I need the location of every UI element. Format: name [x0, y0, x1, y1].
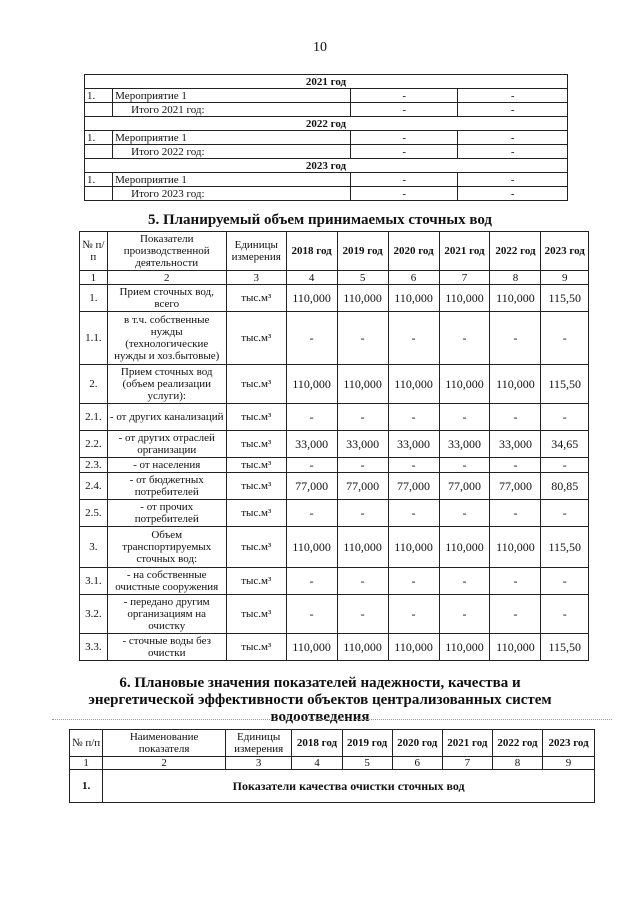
- column-header: 2018 год: [286, 232, 337, 271]
- value-cell: 110,000: [490, 365, 541, 404]
- value-cell: -: [439, 312, 490, 365]
- row-number: 2.4.: [80, 473, 108, 500]
- column-number: 6: [392, 757, 442, 770]
- event-row: [85, 89, 568, 103]
- row-number: 1.: [70, 770, 103, 803]
- column-header: 2019 год: [337, 232, 388, 271]
- column-header: 2022 год: [490, 232, 541, 271]
- total-label: Итого 2023 год:: [113, 187, 351, 201]
- column-header: 2020 год: [392, 730, 442, 757]
- table-row: [80, 312, 589, 365]
- table-row: [80, 404, 589, 431]
- dotted-separator: [52, 719, 612, 720]
- unit: тыс.м³: [226, 568, 286, 595]
- column-header: № п/п: [70, 730, 103, 757]
- value-cell: -: [337, 404, 388, 431]
- value-cell: -: [337, 500, 388, 527]
- event-value: -: [350, 89, 458, 103]
- column-number: 1: [70, 757, 103, 770]
- value-cell: -: [286, 595, 337, 634]
- row-number: 2.1.: [80, 404, 108, 431]
- year-header-row: [85, 117, 568, 131]
- value-cell: 110,000: [388, 285, 439, 312]
- unit: тыс.м³: [226, 500, 286, 527]
- column-header: Единицы измерения: [225, 730, 291, 757]
- value-cell: 33,000: [439, 431, 490, 458]
- value-cell: -: [388, 404, 439, 431]
- table-row: [80, 500, 589, 527]
- year-label: 2023 год: [85, 159, 568, 173]
- unit: тыс.м³: [226, 458, 286, 473]
- total-value: -: [458, 103, 568, 117]
- indicator-name: Прием сточных вод, всего: [107, 285, 226, 312]
- table-row: [80, 458, 589, 473]
- value-cell: -: [337, 595, 388, 634]
- row-number: 1.: [80, 285, 108, 312]
- column-number: 4: [292, 757, 342, 770]
- value-cell: -: [286, 404, 337, 431]
- table-row: [80, 473, 589, 500]
- column-number: 8: [492, 757, 542, 770]
- value-cell: -: [490, 404, 541, 431]
- indicator-name: в т.ч. собственные нужды (технологические нужды и хоз.бытовые): [107, 312, 226, 365]
- column-header: 2023 год: [541, 232, 589, 271]
- year-header-row: [85, 159, 568, 173]
- value-cell: -: [541, 458, 589, 473]
- row-number: 3.1.: [80, 568, 108, 595]
- indicator-name: - передано другим организациям на очистку: [107, 595, 226, 634]
- page-number: 10: [313, 40, 327, 55]
- indicator-name: Объем транспортируемых сточных вод:: [107, 527, 226, 568]
- column-number: 3: [226, 271, 286, 285]
- column-header: 2021 год: [439, 232, 490, 271]
- row-number: 2.3.: [80, 458, 108, 473]
- year-header-row: [85, 75, 568, 89]
- value-cell: -: [388, 458, 439, 473]
- value-cell: 115,50: [541, 634, 589, 661]
- value-cell: -: [490, 568, 541, 595]
- value-cell: 110,000: [490, 285, 541, 312]
- column-number: 6: [388, 271, 439, 285]
- row-number: 1.1.: [80, 312, 108, 365]
- indicator-name: Прием сточных вод (объем реализации услуги):: [107, 365, 226, 404]
- value-cell: 110,000: [388, 634, 439, 661]
- section6-title-line1: 6. Плановые значения показателей надежности, качества и: [119, 675, 521, 691]
- value-cell: -: [337, 312, 388, 365]
- wastewater-volume-table: [79, 231, 589, 661]
- value-cell: -: [490, 312, 541, 365]
- event-value: -: [458, 89, 568, 103]
- table-row: [80, 431, 589, 458]
- value-cell: 77,000: [439, 473, 490, 500]
- table-row: [80, 365, 589, 404]
- event-number: 1.: [85, 89, 113, 103]
- indicator-name: - сточные воды без очистки: [107, 634, 226, 661]
- row-number: 3.: [80, 527, 108, 568]
- event-row: [85, 173, 568, 187]
- total-row: [85, 145, 568, 159]
- indicator-name: - от прочих потребителей: [107, 500, 226, 527]
- value-cell: 110,000: [337, 634, 388, 661]
- value-cell: 110,000: [337, 365, 388, 404]
- value-cell: 80,85: [541, 473, 589, 500]
- value-cell: 110,000: [286, 285, 337, 312]
- unit: тыс.м³: [226, 634, 286, 661]
- column-number: 9: [541, 271, 589, 285]
- column-number: 4: [286, 271, 337, 285]
- total-label: Итого 2022 год:: [113, 145, 351, 159]
- year-label: 2021 год: [85, 75, 568, 89]
- table-row: [80, 595, 589, 634]
- value-cell: 110,000: [286, 527, 337, 568]
- event-value: -: [458, 173, 568, 187]
- value-cell: 77,000: [286, 473, 337, 500]
- event-number: 1.: [85, 131, 113, 145]
- row-number: 3.3.: [80, 634, 108, 661]
- unit: тыс.м³: [226, 404, 286, 431]
- value-cell: 110,000: [439, 527, 490, 568]
- indicators-table: [69, 729, 595, 803]
- indicator-name: - на собственные очистные сооружения: [107, 568, 226, 595]
- value-cell: 77,000: [388, 473, 439, 500]
- table-row: [80, 285, 589, 312]
- total-value: -: [350, 145, 458, 159]
- total-value: -: [458, 187, 568, 201]
- column-header: № п/п: [80, 232, 108, 271]
- indicator-name: - от других канализаций: [107, 404, 226, 431]
- header-row: [70, 730, 595, 757]
- value-cell: -: [388, 312, 439, 365]
- value-cell: -: [337, 568, 388, 595]
- column-number: 3: [225, 757, 291, 770]
- indicator-name: - от бюджетных потребителей: [107, 473, 226, 500]
- column-header: 2019 год: [342, 730, 392, 757]
- unit: тыс.м³: [226, 595, 286, 634]
- table-row: [70, 770, 595, 803]
- column-number: 8: [490, 271, 541, 285]
- unit: тыс.м³: [226, 365, 286, 404]
- value-cell: -: [388, 500, 439, 527]
- value-cell: 110,000: [439, 365, 490, 404]
- column-number: 7: [442, 757, 492, 770]
- column-number: 7: [439, 271, 490, 285]
- value-cell: -: [286, 500, 337, 527]
- table-row: [80, 527, 589, 568]
- value-cell: 110,000: [490, 527, 541, 568]
- total-row: [85, 187, 568, 201]
- row-number: 2.: [80, 365, 108, 404]
- value-cell: 33,000: [388, 431, 439, 458]
- column-number-row: [70, 757, 595, 770]
- value-cell: -: [439, 595, 490, 634]
- value-cell: 115,50: [541, 285, 589, 312]
- value-cell: 110,000: [388, 365, 439, 404]
- empty-cell: [85, 103, 113, 117]
- event-name: Мероприятие 1: [113, 131, 351, 145]
- indicator-name: - от населения: [107, 458, 226, 473]
- row-number: 2.5.: [80, 500, 108, 527]
- value-cell: -: [490, 500, 541, 527]
- column-number: 5: [337, 271, 388, 285]
- event-row: [85, 131, 568, 145]
- total-row: [85, 103, 568, 117]
- column-number: 2: [103, 757, 226, 770]
- value-cell: 110,000: [337, 527, 388, 568]
- column-header: 2022 год: [492, 730, 542, 757]
- value-cell: -: [337, 458, 388, 473]
- unit: тыс.м³: [226, 285, 286, 312]
- header-row: [80, 232, 589, 271]
- value-cell: 34,65: [541, 431, 589, 458]
- column-number: 9: [543, 757, 595, 770]
- value-cell: 110,000: [439, 285, 490, 312]
- table-row: [80, 568, 589, 595]
- value-cell: -: [541, 404, 589, 431]
- column-number-row: [80, 271, 589, 285]
- unit: тыс.м³: [226, 431, 286, 458]
- value-cell: 110,000: [286, 634, 337, 661]
- column-number: 5: [342, 757, 392, 770]
- value-cell: -: [541, 568, 589, 595]
- total-value: -: [350, 103, 458, 117]
- value-cell: -: [541, 500, 589, 527]
- value-cell: -: [388, 595, 439, 634]
- event-value: -: [350, 173, 458, 187]
- column-number: 2: [107, 271, 226, 285]
- section6-title-line3: водоотведения: [270, 709, 370, 725]
- empty-cell: [85, 145, 113, 159]
- event-value: -: [350, 131, 458, 145]
- year-label: 2022 год: [85, 117, 568, 131]
- total-value: -: [458, 145, 568, 159]
- value-cell: -: [541, 595, 589, 634]
- value-cell: -: [286, 312, 337, 365]
- column-header: Наименование показателя: [103, 730, 226, 757]
- value-cell: -: [286, 568, 337, 595]
- column-number: 1: [80, 271, 108, 285]
- event-number: 1.: [85, 173, 113, 187]
- column-header: 2021 год: [442, 730, 492, 757]
- value-cell: -: [490, 595, 541, 634]
- value-cell: 33,000: [337, 431, 388, 458]
- value-cell: -: [439, 568, 490, 595]
- value-cell: 33,000: [286, 431, 337, 458]
- table-row: [80, 634, 589, 661]
- unit: тыс.м³: [226, 527, 286, 568]
- value-cell: -: [541, 312, 589, 365]
- section5-title: 5. Планируемый объем принимаемых сточных вод: [147, 212, 493, 228]
- value-cell: -: [439, 458, 490, 473]
- column-header: 2018 год: [292, 730, 342, 757]
- value-cell: -: [490, 458, 541, 473]
- event-name: Мероприятие 1: [113, 89, 351, 103]
- column-header: Единицы измерения: [226, 232, 286, 271]
- value-cell: 77,000: [337, 473, 388, 500]
- row-number: 3.2.: [80, 595, 108, 634]
- value-cell: 110,000: [286, 365, 337, 404]
- value-cell: 77,000: [490, 473, 541, 500]
- event-value: -: [458, 131, 568, 145]
- indicator-name: - от других отраслей организации: [107, 431, 226, 458]
- value-cell: -: [388, 568, 439, 595]
- column-header: 2023 год: [543, 730, 595, 757]
- value-cell: -: [439, 500, 490, 527]
- empty-cell: [85, 187, 113, 201]
- event-name: Мероприятие 1: [113, 173, 351, 187]
- unit: тыс.м³: [226, 473, 286, 500]
- value-cell: 110,000: [490, 634, 541, 661]
- unit: тыс.м³: [226, 312, 286, 365]
- total-label: Итого 2021 год:: [113, 103, 351, 117]
- column-header: 2020 год: [388, 232, 439, 271]
- events-table: [84, 74, 568, 201]
- value-cell: 110,000: [337, 285, 388, 312]
- value-cell: 110,000: [388, 527, 439, 568]
- section6-title-line2: энергетической эффективности объектов централизованных систем: [88, 692, 552, 708]
- section-row-title: Показатели качества очистки сточных вод: [103, 770, 595, 803]
- value-cell: -: [286, 458, 337, 473]
- value-cell: 110,000: [439, 634, 490, 661]
- row-number: 2.2.: [80, 431, 108, 458]
- value-cell: 33,000: [490, 431, 541, 458]
- total-value: -: [350, 187, 458, 201]
- value-cell: 115,50: [541, 365, 589, 404]
- column-header: Показатели производственной деятельности: [107, 232, 226, 271]
- value-cell: 115,50: [541, 527, 589, 568]
- value-cell: -: [439, 404, 490, 431]
